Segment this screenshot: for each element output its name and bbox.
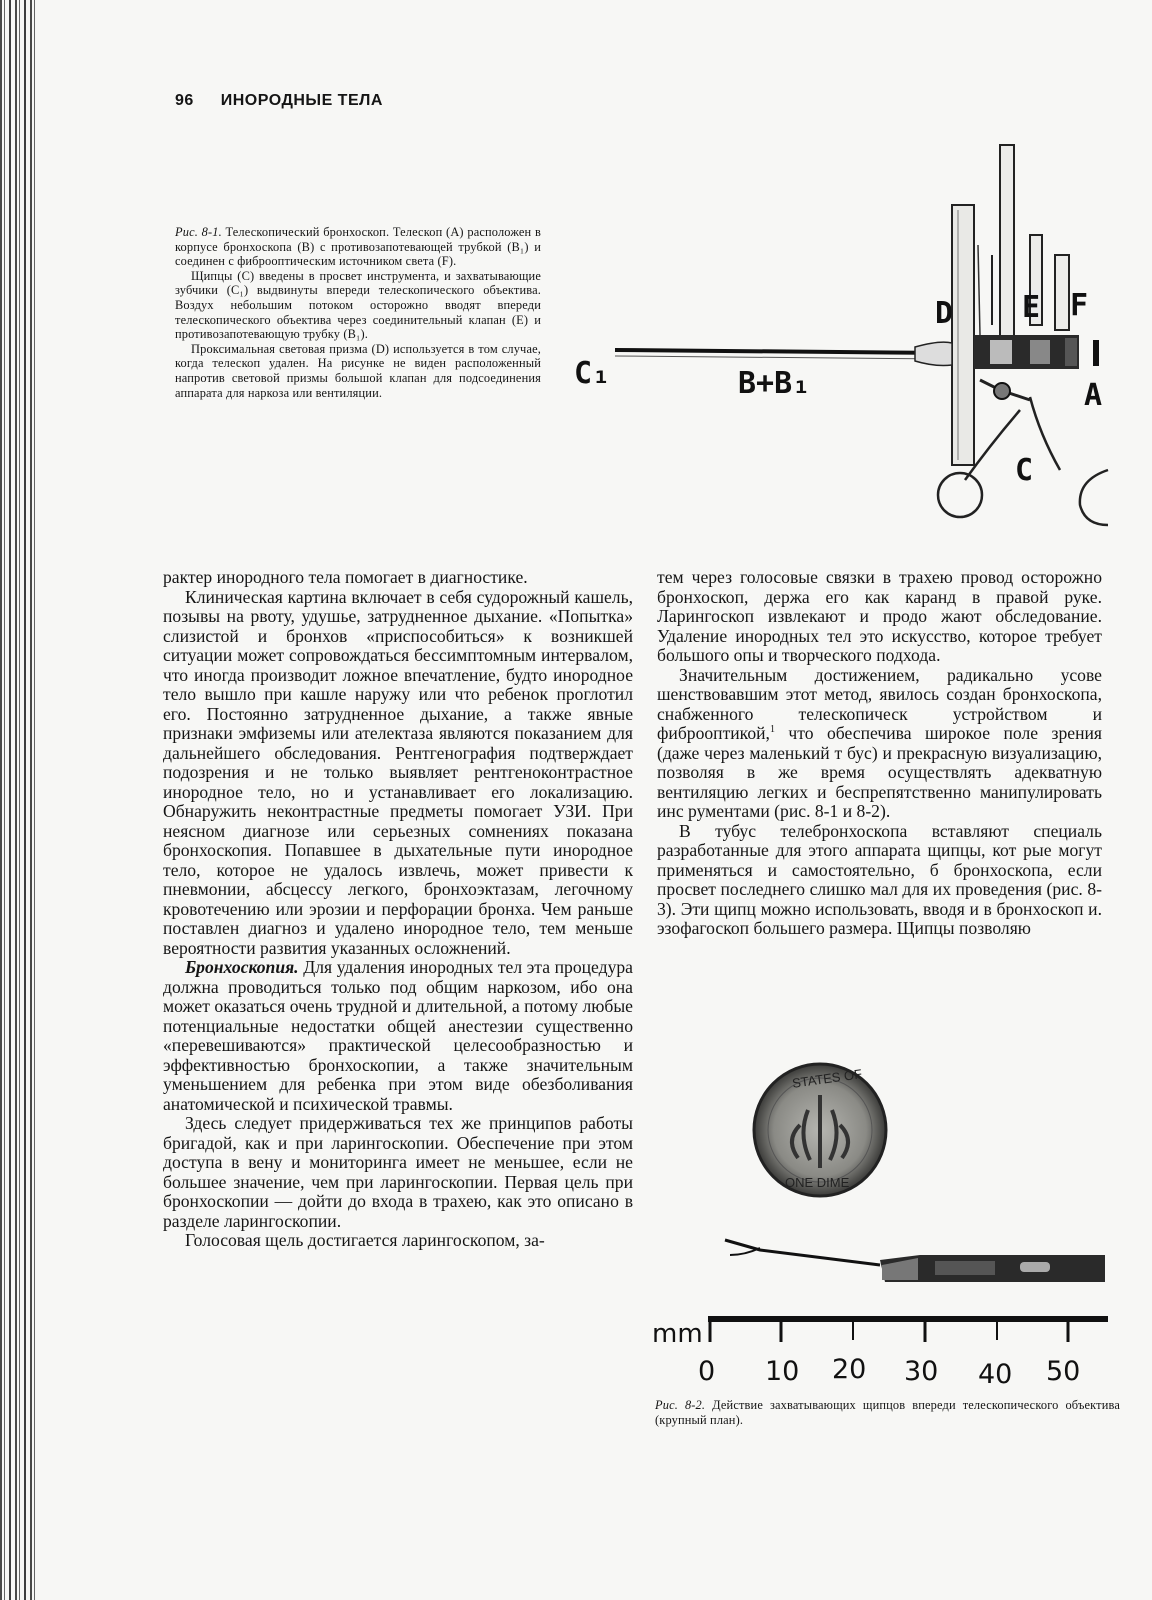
running-head bbox=[175, 92, 383, 110]
label-d: D bbox=[935, 296, 954, 331]
figure-1-label: Рис. 8-1. bbox=[175, 225, 222, 239]
forceps-instrument bbox=[725, 1240, 1105, 1282]
label-b-b1: B+B₁ bbox=[738, 366, 811, 401]
left-text-column bbox=[163, 568, 633, 1251]
paragraph-clinical-picture: Клиническая картина включает в себя судорожный кашель, позывы на рвоту, удушье, затрудненное дыхание. «Попытка» слизистой и бронхов «приспособиться» к возникшей ситуации может сопровождаться бессимптомным интервалом, что иногда производит ложное впечатление, будто инородное тело вышло при кашле наружу или что ребенок проглотил его. Постоянно затрудненное дыхание, а также явные признаки эмфиземы или ателектаза являются показанием для дальнейшего обследования. Рентгенография подтверждает подозрения и не только выявляет рентгеноконтрастное инородное тело, но и устанавливает его локализацию. Обнаружить неконтрастные предметы помогает УЗИ. При неясном диагнозе или серьезных сомнениях показана бронхоскопия. Попавшее в дыхательные пути инородное тело, которое не удалось извлечь, может привести к пневмонии, абсцессу легкого, бронхоэктазам, легочному кровотечению или эрозии и перфорации бронха. Чем раньше поставлен диагноз и удалено инородное тело, тем меньше вероятности развития указанных осложнений. bbox=[163, 586, 633, 958]
scale-tick-label: 10 bbox=[765, 1356, 800, 1387]
scale-tick-label: 40 bbox=[978, 1359, 1013, 1390]
paragraph-right-1: тем через голосовые связки в трахею провод осторожно бронхоскоп, держа его как каранд в правой руке. Ларингоскоп извлекают и продо жают обследование. Удаление инородных тел это искусство, которое требует большого опы и творческого подхода. bbox=[657, 568, 1102, 665]
figure-1-caption bbox=[175, 225, 541, 400]
figure-1-caption-p3: Проксимальная световая призма (D) используется в том случае, когда телескоп удален. На рисунке не виден расположенный напротив световой призмы большой клапан для подсоединения аппарата для наркоза или вентиляции. bbox=[175, 341, 541, 400]
coin-text-bottom: ONE DIME bbox=[785, 1175, 850, 1190]
scale-tick-label: 20 bbox=[832, 1354, 867, 1385]
coin-text-top: STATES OF bbox=[791, 1066, 863, 1091]
paragraph-bronchoscopy: Бронхоскопия. Для удаления инородных тел эта процедура должна проводиться только под общим наркозом, ибо она может оказаться очень трудной и длительной, а потому любые потенциальные недостатки общей анестезии существенно «перевешиваются» практической целесообразностью и эффективностью бронхоскопии, а также значительным уменьшением для ребенка при этом виде обезболивания анатомической и психической травмы. bbox=[163, 957, 633, 1114]
page-number: 96 bbox=[175, 92, 194, 109]
figure-1-caption-p1: Рис. 8-1. Телескопический бронхоскоп. Телескоп (А) расположен в корпусе бронхоскопа (В) с противозапотевающей трубкой (В₁) и соединен с фиброоптическим источником света (F). bbox=[175, 225, 541, 269]
right-text-column bbox=[657, 568, 1102, 939]
paragraph-right-2: Значительным достижением, радикально усове шенствовавшим этот метод, явилось создан бронхоскопа, снабженного телескопическ устройством и фиброоптикой,$^1$ что обеспечива широкое поле зрения (даже через маленький т бус) и прекрасную визуализацию, позволяя в же время осуществлять адекватную вентиляцию легких и беспрепятственно манипулировать инс рументами (рис. 8-1 и 8-2). bbox=[657, 664, 1102, 821]
paragraph-team-principles: Здесь следует придерживаться тех же принципов работы бригадой, как и при ларингоскопии. Обеспечение при этом доступа в вену и мониторинга имеет не меньшее, если не большее значение, чем при ларингоскопии. Первая цель при бронхоскопии — дойти до входа в трахею, как это описано в разделе ларингоскопии. bbox=[163, 1113, 633, 1231]
scale-tick-label: 30 bbox=[904, 1356, 939, 1387]
label-a: A bbox=[1084, 378, 1103, 413]
paragraph-glottis: Голосовая щель достигается ларингоскопом, за- bbox=[185, 1230, 545, 1250]
dime-coin bbox=[754, 1064, 886, 1196]
forceps-closeup-photo bbox=[650, 1050, 1110, 1395]
label-c: C bbox=[1015, 453, 1034, 488]
figure-2-label: Рис. 8-2. bbox=[655, 1398, 706, 1412]
book-binding-edge bbox=[0, 0, 38, 1600]
figure-1-caption-p2: Щипцы (С) введены в просвет инструмента, и захватывающие зубчики (C₁) выдвинуты впереди телескопического объектива. Воздух небольшим потоком осторожно вводят впереди телескопического объектива через соединительный клапан (Е) и противозапотевающую трубку (В₁). bbox=[175, 268, 541, 342]
scale-unit: mm bbox=[652, 1319, 703, 1349]
label-c1: C₁ bbox=[574, 356, 611, 391]
paragraph-continuation: рактер инородного тела помогает в диагностике. bbox=[163, 567, 528, 587]
chapter-title: ИНОРОДНЫЕ ТЕЛА bbox=[220, 92, 383, 109]
label-e: E bbox=[1022, 290, 1041, 325]
scale-tick-label: 0 bbox=[698, 1356, 716, 1387]
bronchoscope-illustration bbox=[560, 135, 1120, 535]
paragraph-right-3: В тубус телебронхоскопа вставляют специаль разработанные для этого аппарата щипцы, кот рые могут применяться и самостоятельно, б бронхоскопа, если просвет последнего слишко мал для их проведения (рис. 8-3). Эти щипц можно использовать, вводя и в бронхоскоп и. эзофагоскоп большего размера. Щипцы позволяю bbox=[657, 820, 1102, 938]
label-f: F bbox=[1070, 288, 1089, 323]
figure-2-caption: Рис. 8-2. Действие захватывающих щипцов впереди телескопического объектива (крупный план). bbox=[655, 1398, 1120, 1427]
millimeter-scale bbox=[652, 1316, 1108, 1390]
section-runin-heading: Бронхоскопия. bbox=[185, 957, 299, 977]
footnote-ref: 1 bbox=[769, 724, 775, 736]
scale-tick-label: 50 bbox=[1046, 1356, 1081, 1387]
